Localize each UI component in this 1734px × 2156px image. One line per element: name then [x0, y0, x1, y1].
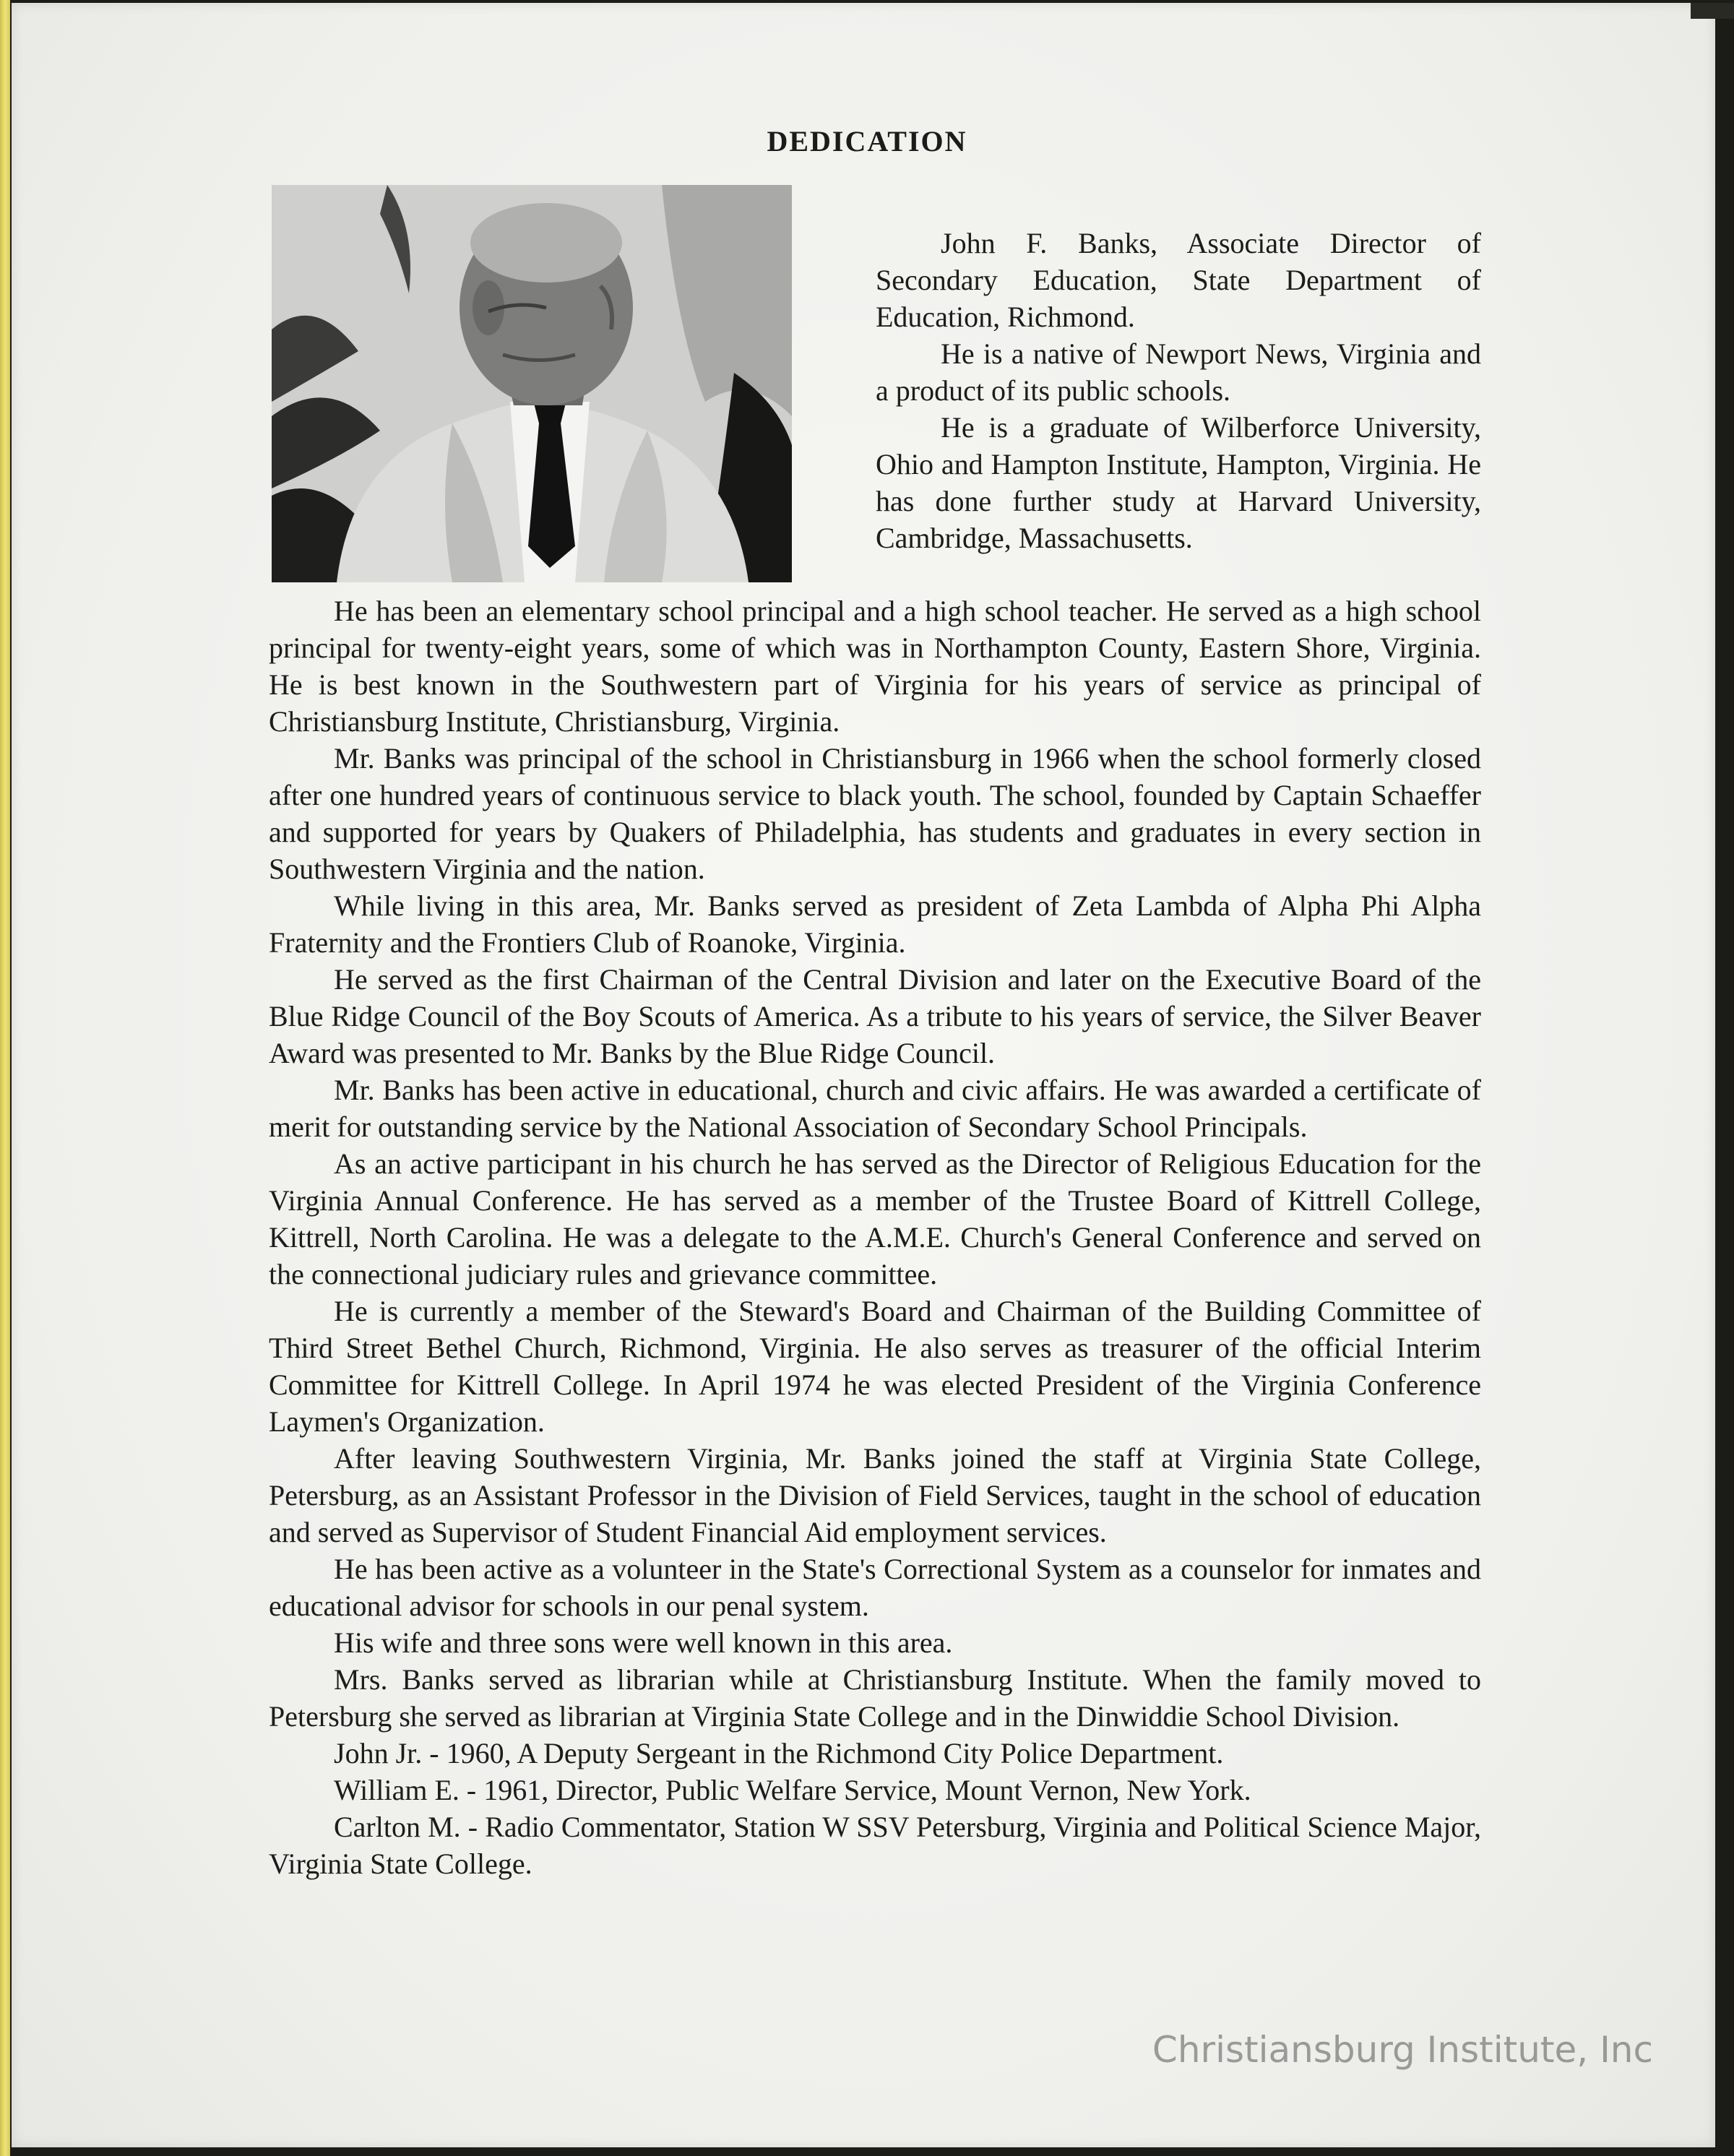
son-entry: William E. - 1961, Director, Public Welfare Service, Mount Vernon, New York.: [334, 1774, 1251, 1806]
intro-paragraph: He is a graduate of Wilberforce University, Ohio and Hampton Institute, Hampton, Virginia. He has done further study at Harvard University, Cambridge, Massachusetts.: [876, 411, 1481, 554]
portrait-illustration: [272, 185, 792, 582]
body-paragraph: His wife and three sons were well known in this area.: [334, 1626, 953, 1659]
body-paragraph: He has been an elementary school principal and a high school teacher. He served as a high school principal for twenty-eight years, some of which was in Northampton County, Eastern Shore, Virginia. He is best known in the Southwestern part of Virginia for his years of service as principal of Christiansburg Institute, Christiansburg, Virginia.: [269, 595, 1481, 738]
intro-paragraph: John F. Banks, Associate Director of Secondary Education, State Department of Education, Richmond.: [876, 227, 1481, 333]
son-entry: Carlton M. - Radio Commentator, Station W SSV Petersburg, Virginia and Political Science Major, Virginia State College.: [269, 1811, 1481, 1880]
body-paragraph: After leaving Southwestern Virginia, Mr. Banks joined the staff at Virginia State College, Petersburg, as an Assistant Professor in the Division of Field Services, taught in the school of education and served as Supervisor of Student Financial Aid employment services.: [269, 1442, 1481, 1548]
body-paragraph: He served as the first Chairman of the Central Division and later on the Executive Board of the Blue Ridge Council of the Boy Scouts of America. As a tribute to his years of service, the Silver Beaver Award was presented to Mr. Banks by the Blue Ridge Council.: [269, 963, 1481, 1069]
body-text-block: [269, 592, 1481, 1882]
dark-corner-mark: [1691, 3, 1734, 19]
body-paragraph: As an active participant in his church he has served as the Director of Religious Education for the Virginia Annual Conference. He has served as a member of the Trustee Board of Kittrell College, Kittrell, North Carolina. He was a delegate to the A.M.E. Church's General Conference and served on the connectional judiciary rules and grievance committee.: [269, 1147, 1481, 1290]
portrait-photo: [272, 185, 792, 582]
body-paragraph: Mrs. Banks served as librarian while at Christiansburg Institute. When the family moved to Petersburg she served as librarian at Virginia State College and in the Dinwiddie School Division.: [269, 1663, 1481, 1733]
watermark-text: Christiansburg Institute, Inc: [1152, 2029, 1653, 2071]
page-title: DEDICATION: [767, 125, 967, 158]
intro-paragraph: He is a native of Newport News, Virginia and a product of its public schools.: [876, 337, 1481, 407]
body-paragraph: Mr. Banks has been active in educational, church and civic affairs. He was awarded a certificate of merit for outstanding service by the National Association of Secondary School Principals.: [269, 1074, 1481, 1143]
body-paragraph: Mr. Banks was principal of the school in Christiansburg in 1966 when the school formerly closed after one hundred years of continuous service to black youth. The school, founded by Captain Schaeffer and supported for years by Quakers of Philadelphia, has students and graduates in every section in Southwestern Virginia and the nation.: [269, 742, 1481, 885]
intro-text-block: [876, 225, 1481, 556]
son-entry: John Jr. - 1960, A Deputy Sergeant in the Richmond City Police Department.: [334, 1737, 1224, 1769]
body-paragraph: He has been active as a volunteer in the State's Correctional System as a counselor for inmates and educational advisor for schools in our penal system.: [269, 1553, 1481, 1622]
body-paragraph: While living in this area, Mr. Banks served as president of Zeta Lambda of Alpha Phi Alpha Fraternity and the Frontiers Club of Roanoke, Virginia.: [269, 889, 1481, 959]
body-paragraph: He is currently a member of the Steward's Board and Chairman of the Building Committee of Third Street Bethel Church, Richmond, Virginia. He also serves as treasurer of the official Interim Committee for Kittrell College. In April 1974 he was elected President of the Virginia Conference Laymen's Organization.: [269, 1295, 1481, 1438]
yellow-page-edge: [0, 0, 10, 2156]
